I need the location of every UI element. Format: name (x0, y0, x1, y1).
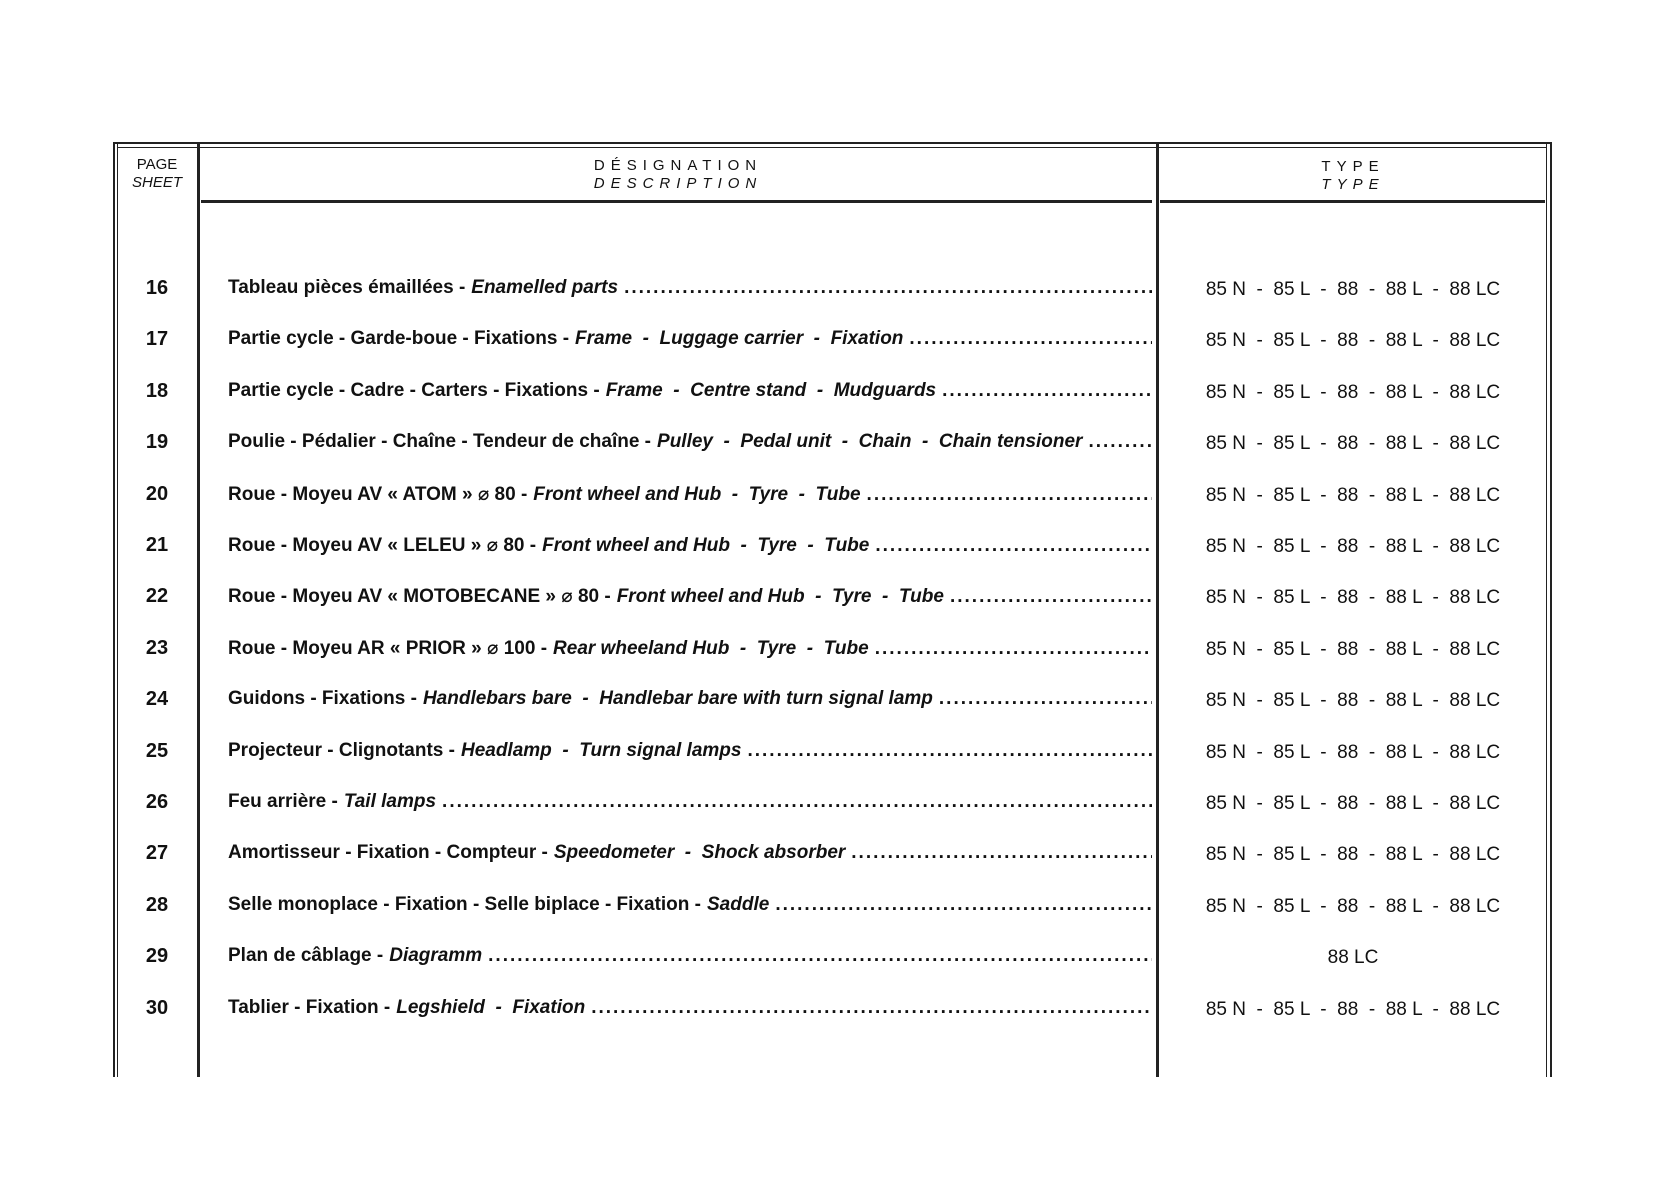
page-number: 29 (145, 945, 169, 968)
description-en: Enamelled parts (471, 277, 619, 298)
dot-leader (488, 945, 1152, 967)
description-en: Legshield - Fixation (396, 996, 586, 1018)
table-row (0, 682, 1653, 722)
row-type: 85 N - 85 L - 88 - 88 L - 88 LC (1205, 484, 1501, 506)
description-en: Frame - Luggage carrier - Fixation (575, 328, 904, 350)
table-row (0, 425, 1653, 465)
description-en: Diagramm (389, 945, 483, 967)
table-row (0, 836, 1653, 876)
dot-leader (775, 894, 1152, 916)
dot-leader (939, 688, 1152, 710)
table-row (0, 271, 1653, 311)
row-description (228, 534, 1152, 557)
page-number: 30 (145, 996, 169, 1019)
row-type: 85 N - 85 L - 88 - 88 L - 88 LC (1205, 741, 1501, 763)
description-fr: Partie cycle - Cadre - Carters - Fixations - (228, 379, 600, 401)
description-en: Saddle (707, 893, 770, 915)
table-row (0, 477, 1653, 517)
table-row (0, 528, 1653, 568)
page-number: 20 (145, 482, 169, 505)
table-row (0, 734, 1653, 774)
description-fr: Partie cycle - Garde-boue - Fixations - (228, 328, 570, 350)
table-row (0, 888, 1653, 928)
header-type-fr: TYPE (1321, 158, 1385, 175)
header-type (1160, 158, 1546, 194)
row-type: 85 N - 85 L - 88 - 88 L - 88 LC (1205, 844, 1501, 866)
description-fr: Plan de câblage - (228, 945, 384, 967)
dot-leader (950, 586, 1152, 608)
description-fr: Roue - Moyeu AV « LELEU » ⌀ 80 - (228, 535, 537, 556)
dot-leader (747, 740, 1152, 762)
table-row (0, 374, 1653, 414)
dot-leader (875, 638, 1152, 660)
row-type: 85 N - 85 L - 88 - 88 L - 88 LC (1205, 998, 1501, 1020)
row-description (228, 431, 1152, 453)
description-fr: Roue - Moyeu AR « PRIOR » ⌀ 100 - (228, 637, 548, 659)
dot-leader (851, 842, 1152, 864)
table-row (0, 579, 1653, 619)
dot-leader (1088, 431, 1152, 453)
table-row (0, 631, 1653, 671)
description-en: Rear wheeland Hub - Tyre - Tube (553, 637, 869, 659)
description-fr: Amortisseur - Fixation - Compteur - (228, 842, 548, 864)
description-fr: Roue - Moyeu AV « ATOM » ⌀ 80 - (228, 483, 528, 505)
dot-leader (942, 380, 1152, 402)
dot-leader (442, 791, 1152, 813)
row-description (228, 637, 1152, 660)
description-en: Front wheel and Hub - Tyre - Tube (533, 483, 861, 505)
table-top-border (113, 142, 1551, 144)
description-fr: Tablier - Fixation - (228, 996, 391, 1018)
page-number: 24 (145, 688, 169, 711)
dot-leader (624, 277, 1152, 299)
page-number: 28 (145, 893, 169, 916)
description-en: Headlamp - Turn signal lamps (460, 739, 742, 761)
dot-leader (591, 997, 1152, 1019)
page-number: 26 (145, 791, 169, 813)
row-type: 88 LC (1327, 947, 1379, 969)
description-en: Front wheel and Hub - Tyre - Tube (542, 535, 870, 556)
description-en: Frame - Centre stand - Mudguards (605, 379, 937, 401)
table-top-border-inner (117, 147, 1547, 148)
page-number: 27 (145, 842, 169, 865)
description-en: Front wheel and Hub - Tyre - Tube (616, 586, 944, 608)
page-number: 17 (145, 328, 169, 351)
description-fr: Tableau pièces émaillées - (228, 277, 466, 298)
description-en: Tail lamps (343, 791, 437, 812)
row-type: 85 N - 85 L - 88 - 88 L - 88 LC (1205, 279, 1501, 300)
page-number: 23 (145, 636, 169, 659)
dot-leader (875, 535, 1152, 557)
row-type: 85 N - 85 L - 88 - 88 L - 88 LC (1205, 381, 1501, 403)
row-type: 85 N - 85 L - 88 - 88 L - 88 LC (1205, 793, 1501, 814)
description-en: Pulley - Pedal unit - Chain - Chain tensioner (657, 431, 1083, 453)
row-description (228, 740, 1152, 762)
page-number: 18 (145, 379, 169, 402)
row-type: 85 N - 85 L - 88 - 88 L - 88 LC (1205, 895, 1501, 917)
row-description (228, 842, 1152, 864)
row-description (228, 483, 1152, 506)
header-page-fr: PAGE (136, 156, 178, 173)
description-en: Handlebars bare - Handlebar bare with turn signal lamp (422, 688, 933, 710)
row-description (228, 688, 1152, 710)
header-designation (200, 157, 1156, 193)
header-rule-description (201, 200, 1152, 203)
page-number: 21 (145, 534, 169, 556)
table-row (0, 991, 1653, 1031)
page-number: 19 (145, 431, 169, 454)
description-fr: Projecteur - Clignotants - (228, 739, 455, 761)
row-type: 85 N - 85 L - 88 - 88 L - 88 LC (1205, 638, 1501, 660)
header-type-en: TYPE (1321, 176, 1385, 193)
description-en: Speedometer - Shock absorber (553, 842, 846, 864)
row-description (228, 328, 1152, 350)
row-description (228, 894, 1152, 916)
header-designation-en: DESCRIPTION (593, 175, 763, 192)
table-row (0, 322, 1653, 362)
description-fr: Poulie - Pédalier - Chaîne - Tendeur de chaîne - (228, 431, 652, 453)
page-number: 16 (145, 277, 169, 299)
row-type: 85 N - 85 L - 88 - 88 L - 88 LC (1205, 587, 1501, 609)
description-fr: Guidons - Fixations - (228, 688, 417, 710)
description-fr: Feu arrière - (228, 791, 338, 812)
header-page-en: SHEET (131, 174, 182, 191)
page-number: 22 (145, 585, 169, 608)
page-number: 25 (145, 739, 169, 762)
header-page (118, 156, 196, 192)
description-fr: Roue - Moyeu AV « MOTOBECANE » ⌀ 80 - (228, 586, 611, 608)
dot-leader (909, 328, 1152, 350)
row-description (228, 945, 1152, 967)
header-designation-fr: DÉSIGNATION (593, 157, 763, 174)
description-fr: Selle monoplace - Fixation - Selle biplace - Fixation - (228, 893, 701, 915)
row-type: 85 N - 85 L - 88 - 88 L - 88 LC (1205, 330, 1501, 352)
row-description (228, 997, 1152, 1019)
table-row (0, 785, 1653, 825)
row-type: 85 N - 85 L - 88 - 88 L - 88 LC (1205, 690, 1501, 712)
row-type: 85 N - 85 L - 88 - 88 L - 88 LC (1205, 433, 1501, 455)
row-type: 85 N - 85 L - 88 - 88 L - 88 LC (1205, 536, 1501, 557)
header-rule-type (1160, 200, 1545, 203)
dot-leader (867, 484, 1152, 506)
row-description (228, 791, 1152, 813)
row-description (228, 380, 1152, 402)
row-description (228, 277, 1152, 299)
row-description (228, 585, 1152, 608)
table-row (0, 939, 1653, 979)
